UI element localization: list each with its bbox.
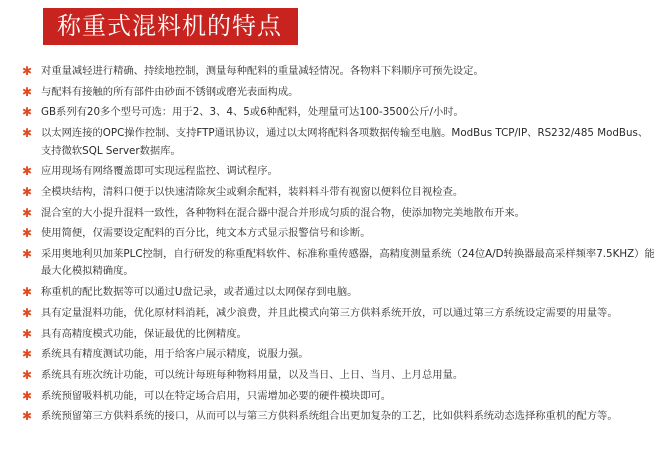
feature-text: 使用简便，仅需要设定配料的百分比，纯文本方式显示报警信号和诊断。 [41,227,371,240]
star-icon: ✱ [22,326,33,341]
feature-item [22,63,658,80]
feature-text: 混合室的大小提升混料一致性，各种物料在混合器中混合并形成匀质的混合物，使添加物完美地散布开来。 [41,206,525,219]
star-icon: ✱ [22,126,33,141]
feature-list [22,63,658,429]
feature-text: 系统具有精度测试功能，用于给客户展示精度，说服力强。 [41,348,309,361]
star-icon: ✱ [22,105,33,120]
star-icon: ✱ [22,247,33,262]
feature-item [22,225,658,242]
star-icon: ✱ [22,347,33,362]
feature-item [22,346,658,363]
feature-text: 称重机的配比数据等可以通过U盘记录，或者通过以太网保存到电脑。 [41,286,358,299]
feature-item [22,388,658,405]
feature-item [22,284,658,301]
star-icon: ✱ [22,184,33,199]
feature-text: 系统具有班次统计功能，可以统计每班每种物料用量，以及当日、上日、当月、上月总用量。 [41,368,464,381]
feature-item [22,408,658,425]
feature-item [22,205,658,222]
star-icon: ✱ [22,305,33,320]
star-icon: ✱ [22,388,33,403]
feature-item [22,163,658,180]
feature-item [22,246,658,281]
star-icon: ✱ [22,84,33,99]
star-icon: ✱ [22,64,33,78]
feature-item [22,326,658,343]
feature-item [22,305,658,322]
star-icon: ✱ [22,164,33,179]
feature-text: 系统预留吸料机功能，可以在特定场合启用，只需增加必要的硬件模块即可。 [41,389,392,402]
feature-text: 与配料有接触的所有部件由砂面不锈钢或磨光表面构成。 [41,85,299,98]
feature-text: GB系列有20多个型号可选：用于2、3、4、5或6种配料，处理量可达100-3500公斤/小时。 [41,106,464,119]
star-icon: ✱ [22,285,33,300]
feature-text: 全模块结构，清料口便于以快速清除灰尘或剩余配料，装料料斗带有视窗以便料位目视检查。 [41,185,464,198]
feature-item [22,367,658,384]
feature-text: 采用奥地利贝加莱PLC控制，自行研发的称重配料软件、标准称重传感器，高精度测量系统（24位A/D转换器最高采样频率7.5KHZ）能最大化模拟精确度。 [41,248,655,278]
star-icon: ✱ [22,367,33,382]
feature-text: 以太网连接的OPC操作控制、支持FTP通讯协议，通过以太网将配料各项数据传输至电脑。ModBus TCP/IP、RS232/485 ModBus、支持微软SQL Server数据库。 [41,127,649,157]
feature-text: 系统预留第三方供料系统的接口，从而可以与第三方供料系统组合出更加复杂的工艺，比如供料系统动态选择称重机的配方等。 [41,410,618,423]
feature-item [22,104,658,121]
feature-item [22,84,658,101]
feature-item [22,125,658,160]
feature-text: 具有高精度模式功能，保证最优的比例精度。 [41,327,247,340]
feature-text: 对重量减轻进行精确、持续地控制，测量每种配料的重量减轻情况。各物料下料顺序可预先设定。 [41,65,484,77]
page-title: 称重式混料机的特点 [43,8,298,45]
feature-item [22,184,658,201]
star-icon: ✱ [22,205,33,220]
star-icon: ✱ [22,409,33,424]
feature-text: 应用现场有网络覆盖即可实现远程监控、调试程序。 [41,165,278,178]
star-icon: ✱ [22,226,33,241]
feature-text: 具有定量混料功能，优化原材料消耗，减少浪费，并且此模式向第三方供料系统开放，可以通过第三方系统设定需要的用量等。 [41,306,618,319]
